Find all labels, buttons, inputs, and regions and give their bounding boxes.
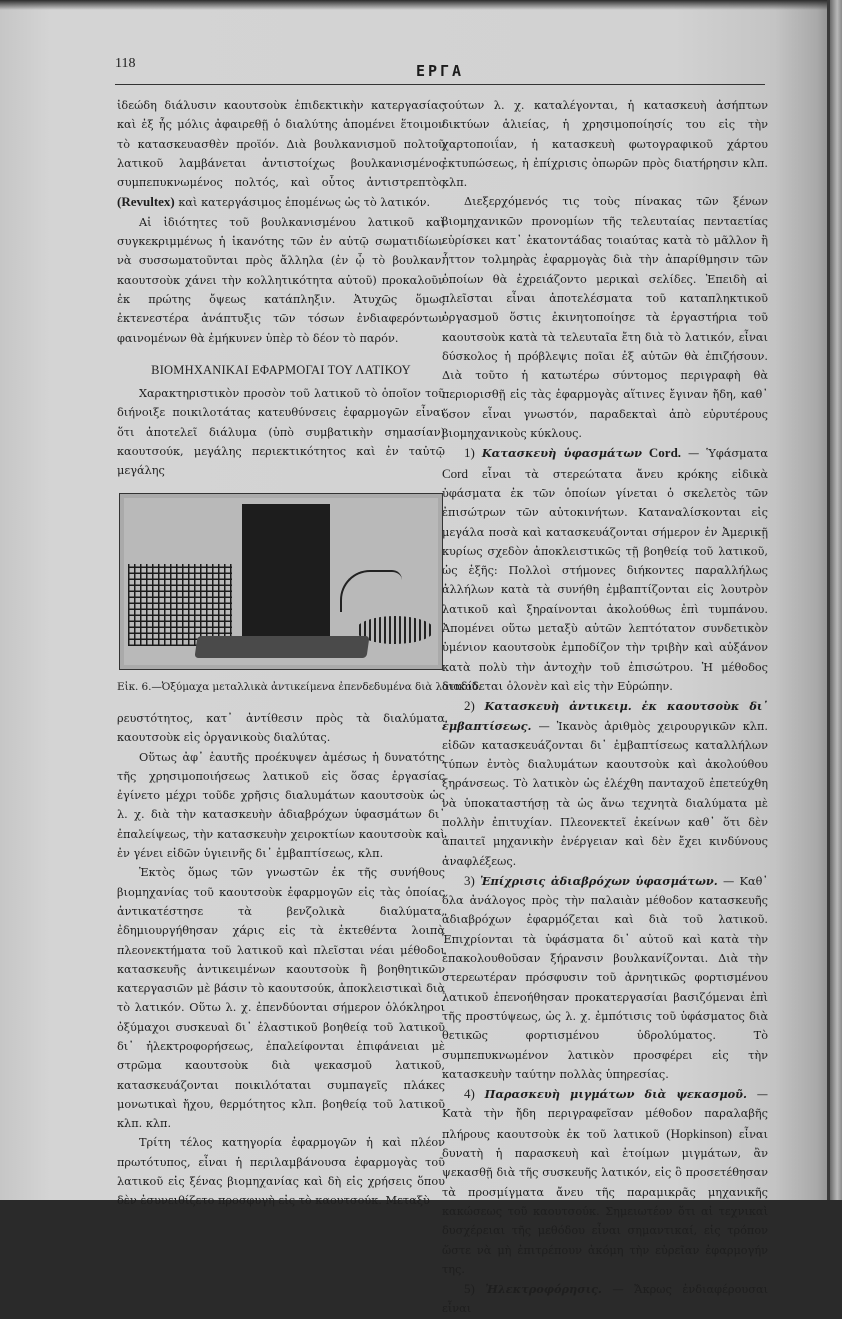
header-rule [115, 84, 765, 85]
paragraph: Ἐκτὸς ὅμως τῶν γνωστῶν ἐκ τῆς συνήθους βιομηχανίας τοῦ καουτσοὺκ ἐφαρμογῶν εἰς τὰς ὁποίας ἀντικατέστησε τὰ βενζολικὰ διαλύματα, ἐδημιουργήθησαν χάρις εἰς τὰ ἐκτεθέντα λοιπὰ πλεονεκτήματα τοῦ λατικοῦ καὶ πλεῖσται νέαι μέθοδοι κατασκευῆς ἀντικειμένων καουτσοὺκ ἢ βοηθητικῶν κατεργασιῶν μὲ βάσιν τὸ καουτσούκ, ἀποκλειστικαὶ διὰ τὸ λατικόν. Οὕτω λ. χ. ἐπενδύονται σήμερον ὁλόκληροι ὀξύμαχοι συσκευαὶ δι᾽ ἐλαστικοῦ βοηθείᾳ τοῦ λατικοῦ δι᾽ ἠλεκτροφορήσεως, ἐπαλείφονται ἐπιφάνειαι μὲ στρῶμα καουτσοὺκ διὰ ψεκασμοῦ λατικοῦ, κατασκευάζονται ποικιλόταται συμπαγεῖς πλάκες μονωτικαὶ ἤχου, θερμότητος κλπ. βοηθείᾳ τοῦ λατικοῦ κλπ. κλπ. [117, 866, 445, 1131]
paragraph: Αἱ ἰδιότητες τοῦ βουλκανισμένου λατικοῦ καὶ συγκεκριμμένως ἡ ἱκανότης τῶν ἐν αὐτῷ σωματιδίων νὰ συσσωματοῦνται πρὸς ἄλληλα (ἐν ᾧ τὸ βουλκαν. καουτσοὺκ χάνει τὴν κολλητικότητα αὐτοῦ) προκαλοῦν ἐκ πρώτης ὄψεως κατάπληξιν. Ἀτυχῶς ὅμως ἐκτενεστέρα ἀνάπτυξις τῶν τόσων ἐνδιαφερόντων φαινομένων θὰ ἐμήκυνεν ὑπὲρ τὸ δέον τὸ παρόν. [117, 215, 445, 345]
page-header [115, 50, 765, 80]
item-title: Ἐπίχρισις ἀδιαβρόχων ὑφασμάτων. [480, 873, 718, 888]
wire-mesh [128, 564, 232, 646]
paragraph: τούτων λ. χ. καταλέγονται, ἡ κατασκευὴ ἀσήπτων δικτύων ἁλιείας, ἡ χρησιμοποίησίς του εἰς τὴν χαρτοποιΐαν, ἡ κατασκευὴ φωτογραφικοῦ χάρτου ἐκτυπώσεως, ἡ ἐπίχρισις ὀπωρῶν πρὸς διατήρησιν κλπ. κλπ. [442, 99, 768, 190]
running-title: ΕΡΓΑ [415, 62, 465, 80]
paragraph: Οὕτως ἀφ᾽ ἑαυτῆς προέκυψεν ἀμέσως ἡ δυνατότης τῆς χρησιμοποιήσεως λατικοῦ εἰς ὅσας ἐργασίας ἐγίνετο μέχρι τοῦδε χρῆσις διαλυμάτων καουτσοὺκ ὡς λ. χ. διὰ τὴν κατασκευὴν ἀδιαβρόχων ὑφασμάτων δι᾽ ἐπαλείψεως, τὴν κατασκευὴν χειροκτίων καουτσοὺκ καὶ ἐν γένει εἰδῶν ὑγιεινῆς δι᾽ ἐμβαπτίσεως, κλπ. [117, 750, 445, 861]
list-item-2: 2) Κατασκευὴ ἀντικειμ. ἐκ καουτσοὺκ δι᾽ ἐμβαπτίσεως. — Ἱκανὸς ἀριθμὸς χειρουργικῶν κλπ. εἰδῶν κατασκευάζονται δι᾽ ἐμβαπτίσεως καταλλήλων τύπων ἐντὸς διαλυμάτων καουτσοὺκ καὶ ἀκολούθου ξηράνσεως. Τὸ λατικὸν ὡς ἐλέχθη πανταχοῦ ἐπετεύχθη νὰ ὑποκαταστήσῃ τὰ ὡς ἄνω τεχνητὰ διαλύματα μὲ πολλὴν ἐπιτυχίαν. Πλεονεκτεῖ ἐκείνων καθ᾽ ὅτι δὲν ἀπαιτεῖ μηχανικὴν ἐνέργειαν καὶ δὲν ἔχει κινδύνους ἀναφλέξεως. [442, 698, 769, 868]
book-spine [830, 0, 842, 1200]
left-column [117, 96, 481, 1211]
coated-plate [242, 504, 330, 636]
scan-top-shadow [0, 0, 842, 10]
list-item-3: 3) Ἐπίχρισις ἀδιαβρόχων ὑφασμάτων. — Καθ᾽ ὅλα ἀνάλογος πρὸς τὴν παλαιὰν μέθοδον κατασκευῆς ἀδιαβρόχων ἐφαρμόζεται καὶ διὰ τοῦ λατικοῦ. Ἐπιχρίονται τὰ ὑφάσματα δι᾽ αὐτοῦ καὶ κατὰ τὴν ἐπακολουθοῦσαν ξήρανσιν βουλκανίζονται. Διὰ τὴν στερεωτέραν πρόσφυσιν τοῦ ἀρνητικῶς φορτισμένου λατικοῦ ἐπενοήθησαν προκατεργασίαι βασιζόμεναι ἐπὶ τῆς προστύψεως, ὡς λ. χ. ἐμπότισις τοῦ ὑφάσματος διὰ θετικῶς φορτισμένου ὑδρολύματος. Τὸ συμπεπυκνωμένον λατικὸν προσφέρει εἰς τὴν κατασκευὴν ταύτην πολλὰς ὑπηρεσίας. [442, 872, 769, 1081]
paragraph: ρευστότητος, κατ᾽ ἀντίθεσιν πρὸς τὰ διαλύματα καουτσοὺκ εἰς ὀργανικοὺς διαλύτας. [117, 711, 445, 745]
list-item-4: 4) Παρασκευὴ μιγμάτων διὰ ψεκασμοῦ. — Κατὰ τὴν ἤδη περιγραφεῖσαν μέθοδον παραλαβῆς πλήρους καουτσοὺκ ἐκ τοῦ λατικοῦ (Hopkinson) εἶναι δυνατὴ ἡ παρασκευὴ καὶ ἑτοίμων μιγμάτων, ἂν ψεκασθῇ διὰ τῆς συσκευῆς λατικόν, εἰς ὃ προσετέθησαν τὰ προσμίγματα ἄνευ τῆς παραμικρᾶς μηχανικῆς κακώσεως τοῦ καουτσούκ. Σημειωτέον ὅτι αἱ τεχνικαὶ δυσχέρειαι τῆς μεθόδου εἶναι σημαντικαί, εἰς τρόπον ὥστε νὰ μὴ ἐπιτρέπουν ἀκόμη τὴν εὑρεῖαν ἐφαρμογήν της. [442, 1086, 769, 1276]
coated-wire [340, 570, 402, 612]
item-title: Κατασκευὴ ἀντικειμ. ἐκ καουτσοὺκ δι᾽ ἐμβαπτίσεως. [442, 699, 769, 733]
paragraph: ἰδεώδη διάλυσιν καουτσοὺκ ἐπιδεκτικὴν κατεργασίας καὶ ἐξ ἧς μόλις ἀφαιρεθῇ ὁ διαλύτης ἀπομένει ἕτοιμον τὸ κατασκευασθὲν προϊόν. Διὰ βουλκανισμοῦ πολτοῦ λατικοῦ λαμβάνεται ἀντιστοίχως βουλκανισμένος συμπεπυκνωμένος πολτός, καὶ οὗτος ἀντιστρεπτὸς (Revultex) καὶ κατεργάσιμος ἑπομένως ὡς τὸ λατικόν. [117, 99, 445, 210]
right-column [442, 96, 768, 1319]
paragraph: Διεξερχόμενός τις τοὺς πίνακας τῶν ξένων βιομηχανικῶν προνομίων τῆς τελευταίας πενταετίας εὑρίσκει κατ᾽ ἑκατοντάδας τοιαύτας κατὰ τὸ μᾶλλον ἢ ἧττον τολμηρὰς ἐφαρμογὰς διὰ τὴν ἀπαρίθμησιν τῶν ὁποίων θὰ ἐχρειάζοντο μερικαὶ σελίδες. Ἐπειδὴ αἱ πλεῖσται εἶναι ἀποτελέσματα τοῦ καταπληκτικοῦ ὀργασμοῦ ὅστις ἐκινητοποίησε τὰ ἐργαστήρια τοῦ καουτσοὺκ κατὰ τὰ τελευταῖα ἔτη διὰ τὸ λατικόν, εἶναι δύσκολος ἡ πρόβλεψις ποῖαι ἐξ αὐτῶν θὰ ἐπιζήσουν. Διὰ τοῦτο ἡ κατωτέρω σύντομος περιγραφὴ θὰ περιορισθῇ εἰς τὰς ἐφαρμογὰς αἵτινες ἔγιναν ἤδη, καθ᾽ ὅσον εἶναι γνωστόν, παραδεκταὶ ἀπὸ εὐρυτέρους βιομηχανικοὺς κύκλους. [442, 195, 768, 441]
item-title: Παρασκευὴ μιγμάτων διὰ ψεκασμοῦ. [484, 1087, 747, 1102]
coated-bar [194, 636, 369, 658]
item-title: Ἠλεκτροφόρησις. [485, 1282, 602, 1297]
figure-photo [119, 493, 443, 670]
latin-term: (Revultex) [117, 194, 175, 210]
paragraph: Χαρακτηριστικὸν προσὸν τοῦ λατικοῦ τὸ ὁποῖον τοῦ διήνοιξε ποικιλοτάτας κατευθύνσεις ἐφαρμογῶν εἶναι ὅτι ἀποτελεῖ διάλυμα (ὑπὸ συμβατικὴν σημασίαν) καουτσούκ, μεγάλης περιεκτικότητος καὶ ἐν ταὐτῷ μεγάλης [117, 387, 445, 478]
list-item-1: 1) Κατασκευὴ ὑφασμάτων Cord. — Ὑφάσματα Cord εἶναι τὰ στερεώτατα ἄνευ κρόκης εἰδικὰ ὑφάσματα ἐκ τῶν ὁποίων γίνεται ὁ σκελετὸς τῶν ἐπισώτρων τῶν αὐτοκινήτων. Καταναλίσκονται εἰς μεγάλα ποσὰ καὶ κατασκευάζονται σήμερον ἐν Ἀμερικῇ κυρίως σχεδὸν ἀποκλειστικῶς τῇ βοηθείᾳ τοῦ λατικοῦ, ὡς ἑξῆς: Πολλοὶ στήμονες διήκοντες παραλλήλως ἀλλήλων κατὰ τὰ συνήθη ἐμβαπτίζονται εἰς λουτρὸν λατικοῦ καὶ ξηραίνονται ἀκολούθως ἐπὶ τυμπάνου. Ἀπομένει οὕτω μεταξὺ αὐτῶν λεπτότατον συνδετικὸν ὑμένιον καουτσοὺκ ἐμποδίζον τὴν τριβὴν καὶ αὐξάνον κατὰ πολὺ τὴν ἀντοχὴν τοῦ ἐπισώτρου. Ἡ μέθοδος διαδίδεται ὁλονὲν καὶ εἰς τὴν Εὐρώπην. [442, 445, 769, 693]
list-item-5: 5) Ἠλεκτροφόρησις. — Ἄκρως ἐνδιαφέρουσαι εἶναι [442, 1281, 769, 1316]
section-title: ΒΙΟΜΗΧΑΝΙΚΑΙ ΕΦΑΡΜΟΓΑΙ ΤΟΥ ΛΑΤΙΚΟΥ [151, 362, 411, 377]
page-number: 118 [115, 56, 136, 71]
figure-caption: Εἰκ. 6.—Ὀξύμαχα μεταλλικὰ ἀντικείμενα ἐπενδεδυμένα διὰ λατικοῦ. [117, 680, 481, 693]
paragraph: Τρίτη τέλος κατηγορία ἐφαρμογῶν ἡ καὶ πλέον πρωτότυπος, εἶναι ἡ περιλαμβάνουσα ἐφαρμογὰς τοῦ λατικοῦ εἰς ξένας βιομηχανίας καὶ δὴ εἰς χρήσεις ὅπου δὲν ἐσυνειθίζετο προσφυγὴ εἰς τὸ καουτσούκ. Μεταξὺ [117, 1136, 445, 1208]
item-title: Κατασκευὴ ὑφασμάτων [481, 446, 642, 461]
photo-image [124, 498, 438, 665]
